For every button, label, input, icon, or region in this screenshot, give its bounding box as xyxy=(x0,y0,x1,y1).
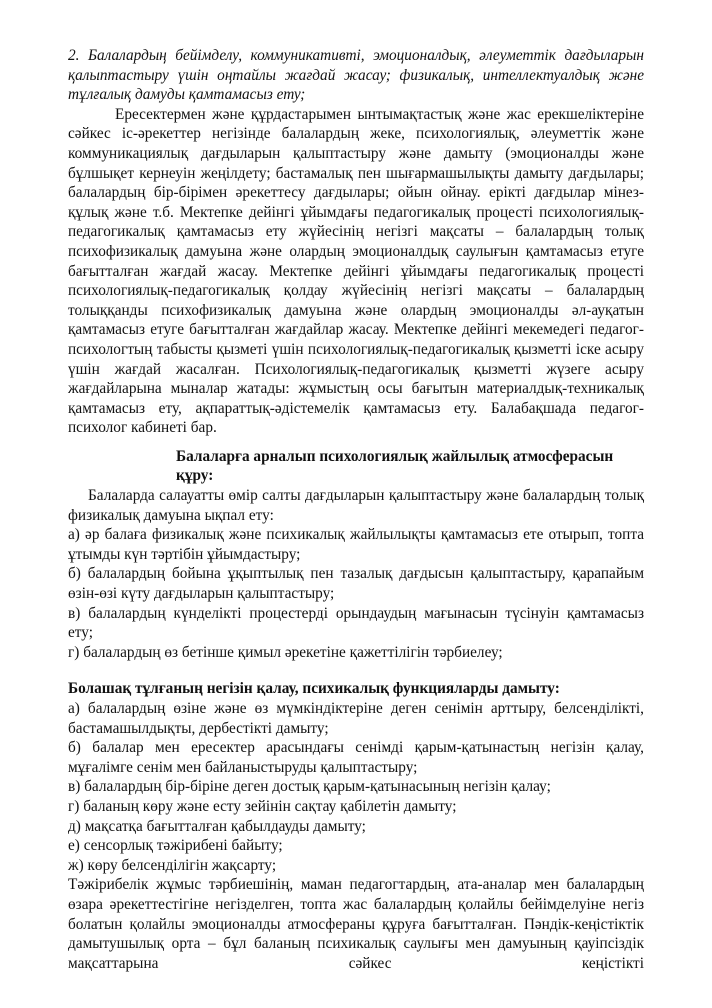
list-item-atmosphere-d: г) балалардың өз бетінше қимыл әрекетіне қажеттілігін тәрбиелеу; xyxy=(68,643,503,661)
list-item-personality-g: ж) көру белсенділігін жақсарту; xyxy=(68,856,277,874)
list-item-personality-e: д) мақсатқа бағытталған қабылдауды дамыту; xyxy=(68,817,366,835)
list-item-personality-a: а) балалардың өзіне және өз мүмкіндіктеріне деген сенімін арттыру, белсенділікті, бастамашылдықты, дербестікті дамыту; xyxy=(68,700,644,737)
list-item-atmosphere-b: б) балалардың бойына ұқыптылық пен тазалық дағдысын қалыптастыру, қарапайым өзін-өзі күту дағдыларын қалыптастыру; xyxy=(68,565,644,603)
list-item-personality-c: в) балалардың бір-біріне деген достық қарым-қатынасының негізін қалау; xyxy=(68,778,551,796)
paragraph-practical-work: Тәжірибелік жұмыс тәрбиешінің, маман педагогтардың, ата-аналар мен балалардың өзара әрекеттестігіне негізделген, топта жас балалардың қолайлы бейімделуіне негіз болатын қолайлы эмоционалды атмосфераны құруға бағытталған. Пәндік-кеңістіктік дамытушылық орта – бұл баланың психикалық саулығы мен дамуының қауіпсіздік мақсаттарына сәйкес кеңістікті xyxy=(68,876,644,972)
paragraph-healthy-lifestyle: Балаларда салауатты өмір салты дағдыларын қалыптастыру және балалардың толық физикалық дамуына ықпал ету: xyxy=(68,487,644,524)
section-heading-item-2: 2. Балалардың бейімделу, коммуникативті, эмоционалдық, әлеуметтік дағдыларын қалыптастыру үшін оңтайлы жағдай жасау; физикалық, интеллектуалдық және тұлғалық дамуды қамтамасыз ету; xyxy=(68,47,644,104)
list-item-personality-f: е) сенсорлық тәжірибені байыту; xyxy=(68,837,283,855)
list-item-atmosphere-a: а) әр балаға физикалық және психикалық жайлылықты қамтамасыз ете отырып, топта ұтымды күн тәртібін ұйымдастыру; xyxy=(68,526,644,563)
document-page xyxy=(68,46,644,973)
list-item-personality-d: г) баланың көру және есту зейінін сақтау қабілетін дамыту; xyxy=(68,797,457,815)
paragraph-psychological-support: Ересектермен және құрдастарымен ынтымақтастық және жас ерекшеліктеріне сәйкес іс-әрекеттер негізінде балалардың жеке, психологиялық, әлеуметтік және коммуникациялық дағдыларын қалыптастыру және дамыту (эмоционалды және бұлшықет кернеуін жеңілдету; бастамалық пен шығармашылықты дамыту дағдылары; балалардың бір-бірімен әрекеттесу дағдылары; ойын ойнау. ерікті дағдылар мінез-құлық және т.б. Мектепке дейінгі ұйымдағы педагогикалық процесті психологиялық-педагогикалық қамтамасыз ету жүйесінің негізгі мақсаты – балалардың толық психофизикалық дамуына және олардың эмоционалдық саулығын қамтамасыз етуге бағытталған жағдай жасау. Мектепке дейінгі ұйымдағы педагогикалық процесті психологиялық-педагогикалық қолдау жүйесінің негізгі мақсаты – балалардың толыққанды психофизикалық дамуына және олардың эмоционалды әл-ауқатын қамтамасыз етуге бағытталған жағдайлар жасау. Мектепке дейінгі мекемедегі педагог-психологтың табысты қызметі үшін психологиялық-педагогикалық қызметті іске асыру үшін жағдай жасалған. Психологиялық-педагогикалық қызметті жүзеге асыру жағдайларына мыналар жатады: жұмыстың осы бағытын материалдық-техникалық қамтамасыз ету, ақпараттық-әдістемелік қамтамасыз ету. Балабақшада педагог-психолог кабинеті бар. xyxy=(68,105,644,437)
heading-comfort-atmosphere: Балаларға арналып психологиялық жайлылық атмосферасын құру: xyxy=(176,447,614,485)
list-item-personality-b: б) балалар мен ересектер арасындағы сенімді қарым-қатынастың негізін қалау, мұғалімге сенім мен байланыстыруды қалыптастыру; xyxy=(68,739,644,776)
heading-personality-foundation: Болашақ тұлғаның негізін қалау, психикалық функцияларды дамыту: xyxy=(68,680,560,698)
list-item-atmosphere-c: в) балалардың күнделікті процестерді орындаудың мағынасын түсінуін қамтамасыз ету; xyxy=(68,604,644,642)
